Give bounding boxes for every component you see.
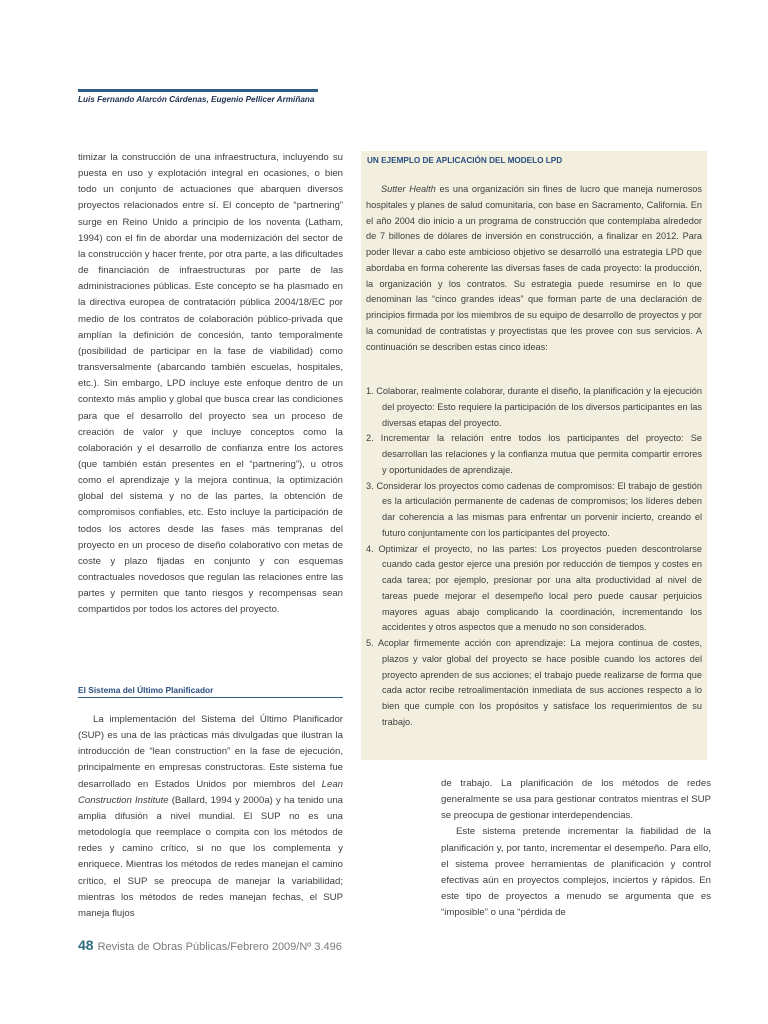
list-item: 4. Optimizar el proyecto, no las partes: Los proyectos pueden descontrolarse cuando cada gestor ejerce una presión por reducción de tiempos y costes en cada tarea; por ejemplo, presionar por una alta productividad al nivel de tareas puede mejorar el desempeño local pero puede causar perjuicios mayores aguas abajo complicando la coordinación, incrementando los accidentes y otros aspectos que a menudo no son considerados.	[366, 543, 702, 633]
sidebar-box-title: UN EJEMPLO DE APLICACIÓN DEL MODELO LPD	[367, 156, 563, 165]
left-column-section-text	[78, 712, 343, 922]
page-footer	[78, 937, 342, 953]
body-paragraph: La implementación del Sistema del Último Planificador (SUP) es una de las prácticas más divulgadas que ilustran la introducción de “lean construction” en la fase de ejecución, principalmente en empresas constructoras. Este sistema fue desarrollado en Estados Unidos por miembros del Lean Construction Institute (Ballard, 1994 y 2000a) y ha tenido una amplia difusión a nivel mundial. El SUP no es una metodología que reemplace o compita con los métodos de redes y camino crítico, si no que los complementa y enriquece. Mientras los métodos de redes manejan el camino crítico, el SUP se preocupa de manejar la variabilidad; mientras los métodos de redes manejan fechas, el SUP maneja flujos	[78, 714, 343, 919]
list-item: 5. Acoplar firmemente acción con aprendizaje: La mejora continua de costes, plazos y valor global del proyecto se hace posible cuando los actores del proyecto aprenden de sus acciones; el trabajo puede realizarse de forma que cada actor recibe retroalimentación inmediata de sus acciones respecto a lo bien que cumple con los propósitos y satisface los requerimientos de su trabajo.	[366, 638, 702, 727]
body-paragraph: Este sistema pretende incrementar la fiabilidad de la planificación y, por tanto, incrementar el desempeño. Para ello, el sistema provee herramientas de planificación y control efectivas aún en proyectos complejos, inciertos y rápidos. En este tipo de proyectos a menudo se argumenta que es “imposible” o una “pérdida de	[441, 826, 711, 919]
list-item: 2. Incrementar la relación entre todos los participantes del proyecto: Se desarrollan las relaciones y la confianza mutua que permita compartir errores y oportunidades de aprendizaje.	[366, 433, 702, 475]
running-header-authors: Luis Fernando Alarcón Cárdenas, Eugenio Pellicer Armiñana	[78, 95, 315, 104]
sidebar-box-intro: Sutter Health es una organización sin fines de lucro que maneja numerosos hospitales y planes de salud comunitaria, con base en Sacramento, California. En el año 2004 dio inicio a un programa de construcción que contemplaba alrededor de 7 billones de dólares de inversión en construcción, a finalizar en 2012. Para poder llevar a cabo este ambicioso objetivo se desarrolló una estrategia LPD que abordaba en forma coherente las diversas fases de cada proyecto: la producción, la organización y los contratos. Su estrategia puede resumirse en lo que denominan las “cinco grandes ideas” que forman parte de una declaración de principios firmada por los miembros de su equipo de desarrollo de proyectos y por la comunidad de contratistas y proyectistas que les provee con sus servicios. A continuación se describen estas cinco ideas:	[366, 184, 702, 352]
section-heading-rule	[78, 697, 343, 698]
section-heading: El Sistema del Último Planificador	[78, 685, 214, 695]
journal-citation: Revista de Obras Públicas/Febrero 2009/Nº 3.496	[97, 941, 342, 953]
sidebar-box-list	[366, 384, 702, 731]
list-item: 1. Colaborar, realmente colaborar, durante el diseño, la planificación y la ejecución del proyecto: Esto requiere la participación de los diversos participantes en las diversas etapas del proyecto.	[366, 386, 702, 428]
body-paragraph: timizar la construcción de una infraestructura, incluyendo su puesta en uso y explotación integral en ocasiones, o bien todo un conjunto de actuaciones que abarquen diversos proyectos relacionados entre sí. El concepto de “partnering” surge en Reino Unido a principio de los noventa (Latham, 1994) con el fin de abordar una modernización del sector de la construcción y hacer frente, por otra parte, a las dificultades de financiación de infraestructuras por parte de las administraciones públicas. Este concepto se ha plasmado en la directiva europea de contratación pública 2004/18/EC por medio de los contratos de colaboración público-privada que amplían la definición de concesión, tanto temporalmente (posibilidad de participar en la fase de viabilidad) como transversalmente (abarcando también escuelas, hospitales, etc.). Sin embargo, LPD incluye este enfoque dentro de un contexto más amplio y global que busca crear las condiciones para que el desarrollo del proyecto sea un proceso de creación de valor y que incluye conceptos como la colaboración y el desarrollo de confianza entre los actores (que también están presentes en el “partnering”), u otros como el aprendizaje y la mejora continua, la optimización global del sistema y no de las partes, la obtención de compromisos confiables, etc. Esto incluye la participación de todos los actores desde las fases más tempranas del proyecto en un proceso de diseño colaborativo con metas de coste y plazo fijadas en conjunto y con esquemas contractuales novedosos que regulan las relaciones entre las partes y permiten que tanto riesgos y recompensas sean compartidos por todos los actores del proyecto.	[78, 152, 343, 616]
right-column-text	[441, 776, 711, 921]
body-paragraph: de trabajo. La planificación de los métodos de redes generalmente se usa para gestionar contratos mientras el SUP se preocupa de gestionar interdependencias.	[441, 778, 711, 822]
page-number: 48	[78, 937, 94, 953]
left-column-text	[78, 150, 343, 619]
header-rule	[78, 89, 318, 92]
list-item: 3. Considerar los proyectos como cadenas de compromisos: El trabajo de gestión es la articulación permanente de cadenas de compromisos; los líderes deben dar coherencia a las mismas para enfrentar un porvenir incierto, creando el futuro conjuntamente con los participantes del proyecto.	[366, 480, 702, 538]
